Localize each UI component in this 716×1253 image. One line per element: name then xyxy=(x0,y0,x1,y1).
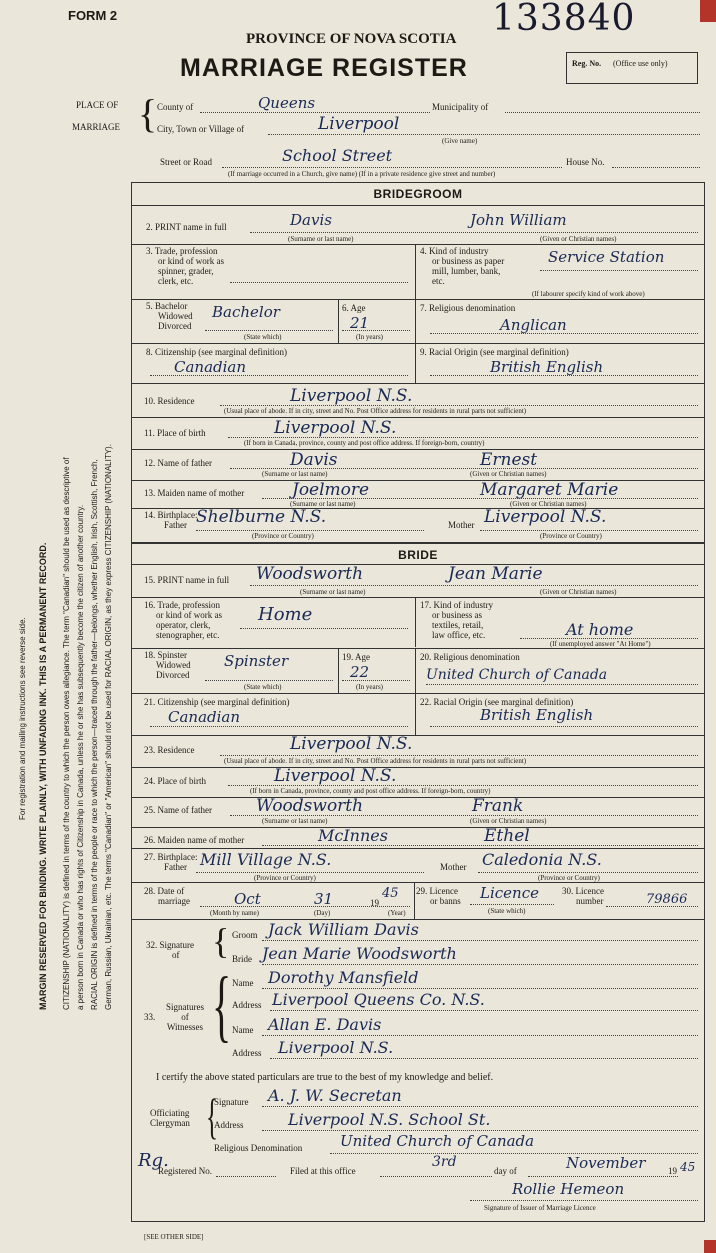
f25-label: 25. Name of father xyxy=(144,805,212,815)
municipality-label: Municipality of xyxy=(432,102,489,112)
groom-religion: Anglican xyxy=(500,316,567,334)
f28-label: 28. Date of marriage xyxy=(144,886,190,906)
marriage-year-prefix: 19 xyxy=(370,898,379,908)
groom-given: John William xyxy=(470,211,567,229)
groom-residence: Liverpool N.S. xyxy=(290,386,413,406)
f24-label: 24. Place of birth xyxy=(144,776,206,786)
month-caption: (Month by name) xyxy=(210,909,259,917)
bride-mother-birthplace: Caledonia N.S. xyxy=(482,850,602,869)
clergy-denomination: United Church of Canada xyxy=(340,1132,535,1150)
f27-mother-label: Mother xyxy=(440,862,467,872)
place-label-1: PLACE OF xyxy=(76,100,119,110)
f10-label: 10. Residence xyxy=(144,396,195,406)
religious-denom-label: Religious Denomination xyxy=(214,1143,303,1153)
bride-state-which: (State which) xyxy=(244,683,282,691)
bride-given-caption: (Given or Christian names) xyxy=(540,588,617,596)
f6-label: 6. Age xyxy=(342,303,366,313)
f4-label: 4. Kind of industry or business as paper mill, lumber, bank, etc. xyxy=(420,246,505,286)
groom-given-caption: (Given or Christian names) xyxy=(540,235,617,243)
groom-in-years: (In years) xyxy=(356,333,384,341)
bride-citizenship: Canadian xyxy=(168,708,241,726)
bride-marital-status: Spinster xyxy=(224,652,289,670)
groom-father-given: Ernest xyxy=(480,450,538,470)
filed-month: November xyxy=(566,1154,646,1172)
f27-father-label: Father xyxy=(164,862,187,872)
issuer-caption: Signature of Issuer of Marriage Licence xyxy=(484,1204,596,1212)
witness1-address: Liverpool Queens Co. N.S. xyxy=(272,990,485,1009)
f19-label: 19. Age xyxy=(342,652,370,662)
w1-address-label: Address xyxy=(232,1000,262,1010)
groom-birthplace: Liverpool N.S. xyxy=(274,418,397,438)
f2-label: 2. PRINT name in full xyxy=(146,222,227,232)
certify-text: I certify the above stated particulars are true to the best of my knowledge and belief. xyxy=(156,1072,494,1083)
clergy-sig-label: Signature xyxy=(214,1097,249,1107)
marriage-year: 45 xyxy=(382,886,399,901)
reg-no-label: Reg. No. xyxy=(572,59,602,68)
clergy-signature: A. J. W. Secretan xyxy=(268,1086,402,1105)
margin-racial-1: RACIAL ORIGIN is defined in terms of the people or race to which the person—traced through the father—belongs, whether English, Irish, Scottish, French, xyxy=(90,459,99,1010)
county-label: County of xyxy=(157,102,194,112)
f25-surname-caption: (Surname or last name) xyxy=(262,817,328,825)
groom-industry: Service Station xyxy=(548,248,665,266)
margin-racial-2: German, Russian, Ukrainian, etc. The terms "Canadian" or "American" should not be used for RACIAL ORIGIN, as they express CITIZENSHIP (NATIONALITY). xyxy=(104,444,113,1010)
margin-citizenship-1: CITIZENSHIP (NATIONALITY) is defined in terms of the country to which the person owes allegiance. The term "Canadian" should be used as descriptive of xyxy=(62,457,71,1010)
margin-warning: MARGIN RESERVED FOR BINDING. WRITE PLAINLY, WITH UNFADING INK. THIS IS A PERMANENT RECORD. xyxy=(38,542,48,1010)
county-value: Queens xyxy=(258,94,316,112)
groom-father-birthplace: Shelburne N.S. xyxy=(196,507,327,527)
f14-mother-label: Mother xyxy=(448,520,475,530)
f15-label: 15. PRINT name in full xyxy=(144,575,230,585)
bride-occupation: Home xyxy=(258,604,313,625)
bride-father-given: Frank xyxy=(472,796,524,816)
f23-caption: (Usual place of abode. If in city, street and No. Post Office address for residents in rural parts not sufficient) xyxy=(224,757,527,765)
bride-religion: United Church of Canada xyxy=(426,667,608,683)
bride-mother-given: Ethel xyxy=(484,826,530,846)
page-edge-tab xyxy=(700,0,716,22)
groom-sig-label: Groom xyxy=(232,930,258,940)
groom-surname: Davis xyxy=(290,211,332,229)
licence-or-banns: Licence xyxy=(480,884,539,902)
filed-day: 3rd xyxy=(432,1154,457,1170)
groom-citizenship: Canadian xyxy=(174,358,247,376)
f12-surname-caption: (Surname or last name) xyxy=(262,470,328,478)
filed-label: Filed at this office xyxy=(290,1166,356,1176)
witness1-name: Dorothy Mansfield xyxy=(268,968,419,987)
officiating-label: Officiating Clergyman xyxy=(150,1108,190,1128)
f11-label: 11. Place of birth xyxy=(144,428,206,438)
bride-birthplace: Liverpool N.S. xyxy=(274,766,397,786)
street-value: School Street xyxy=(282,146,393,165)
f13-label: 13. Maiden name of mother xyxy=(144,488,245,498)
bride-industry: At home xyxy=(566,620,634,639)
witness2-address: Liverpool N.S. xyxy=(278,1038,394,1057)
see-other-side: [SEE OTHER SIDE] xyxy=(144,1233,204,1241)
f27-mother-caption: (Province or Country) xyxy=(538,874,600,882)
groom-surname-caption: (Surname or last name) xyxy=(288,235,354,243)
city-label: City, Town or Village of xyxy=(157,124,245,134)
groom-signature: Jack William Davis xyxy=(268,920,419,939)
marriage-month: Oct xyxy=(234,890,261,908)
form-label: FORM 2 xyxy=(68,8,118,23)
bride-age: 22 xyxy=(350,663,370,681)
f27-father-caption: (Province or Country) xyxy=(254,874,316,882)
bride-mother-surname: McInnes xyxy=(318,826,388,845)
groom-mother-given: Margaret Marie xyxy=(480,480,619,500)
year-caption: (Year) xyxy=(388,909,406,917)
groom-mother-surname: Joelmore xyxy=(292,480,370,500)
f33-label: Signatures of Witnesses xyxy=(166,1002,204,1032)
groom-racial-origin: British English xyxy=(490,358,604,376)
f20-label: 20. Religious denomination xyxy=(420,652,520,662)
f14-father-caption: (Province or Country) xyxy=(252,532,314,540)
bride-heading: BRIDE xyxy=(398,548,438,562)
groom-age: 21 xyxy=(350,314,370,332)
f32-label: 32. Signature of xyxy=(146,940,194,960)
margin-instructions: For registration and mailing instructions see reverse side. xyxy=(18,617,27,820)
f11-caption: (If born in Canada, province, county and post office address. If foreign-born, country) xyxy=(244,439,485,447)
f25-given-caption: (Given or Christian names) xyxy=(470,817,547,825)
witness2-name: Allan E. Davis xyxy=(268,1015,382,1034)
province-heading: PROVINCE OF NOVA SCOTIA xyxy=(246,31,457,47)
f27-label: 27. Birthplace: xyxy=(144,852,198,862)
place-note: (If marriage occurred in a Church, give name) (If in a private residence give street and number) xyxy=(228,170,496,178)
f26-label: 26. Maiden name of mother xyxy=(144,835,245,845)
f24-caption: (If born in Canada, province, county and post office address. If foreign-born, country) xyxy=(250,787,491,795)
day-of-label: day of xyxy=(494,1166,517,1176)
f14-father-label: Father xyxy=(164,520,187,530)
groom-mother-birthplace: Liverpool N.S. xyxy=(484,507,607,527)
f8-label: 8. Citizenship (see marginal definition) xyxy=(146,347,288,357)
f13-surname-caption: (Surname or last name) xyxy=(290,500,356,508)
bride-in-years: (In years) xyxy=(356,683,384,691)
bride-residence: Liverpool N.S. xyxy=(290,734,413,754)
f16-label: 16. Trade, profession or kind of work as operator, clerk, stenographer, etc. xyxy=(144,600,222,640)
page-edge-tab-bottom xyxy=(704,1240,716,1253)
groom-marital-status: Bachelor xyxy=(212,303,280,321)
licence-number: 79866 xyxy=(646,892,688,907)
f21-label: 21. Citizenship (see marginal definition) xyxy=(144,697,290,707)
place-label-2: MARRIAGE xyxy=(72,122,121,132)
f14-label: 14. Birthplace: xyxy=(144,510,198,520)
groom-father-surname: Davis xyxy=(290,450,338,470)
street-label: Street or Road xyxy=(160,157,212,167)
f17-label: 17. Kind of industry or business as textiles, retail, law office, etc. xyxy=(420,600,493,640)
clergy-address: Liverpool N.S. School St. xyxy=(288,1110,491,1129)
clergy-address-label: Address xyxy=(214,1120,244,1130)
w1-name-label: Name xyxy=(232,978,254,988)
house-label: House No. xyxy=(566,157,605,167)
f30-label: 30. Licence number xyxy=(562,886,604,906)
f5-label: 5. Bachelor Widowed Divorced xyxy=(146,301,193,331)
f22-label: 22. Racial Origin (see marginal definition) xyxy=(420,697,574,707)
bride-surname-caption: (Surname or last name) xyxy=(300,588,366,596)
unemployed-note: (If unemployed answer "At Home") xyxy=(550,640,651,648)
filed-year-prefix: 19 xyxy=(668,1166,677,1176)
labourer-note: (If labourer specify kind of work above) xyxy=(532,290,645,298)
f29-label: 29. Licence or banns xyxy=(416,886,461,906)
f13-given-caption: (Given or Christian names) xyxy=(510,500,587,508)
serial-number: 133840 xyxy=(492,0,636,39)
reg-no-note: (Office use only) xyxy=(613,59,668,68)
bride-father-surname: Woodsworth xyxy=(256,796,364,816)
reg-no-box xyxy=(566,52,698,84)
day-caption: (Day) xyxy=(314,909,331,917)
f12-label: 12. Name of father xyxy=(144,458,212,468)
margin-citizenship-2: a person born in Canada or who has rights of Citizenship in Canada, unless he or she has subsequently become the citizen of another country. xyxy=(76,504,85,1010)
marriage-register-page: FORM 2 133840 PROVINCE OF NOVA SCOTIA MARRIAGE REGISTER Reg. No. (Office use only) PLACE OF MARRIAGE { County of Queens Municipality of City, Town or Village of Liverpool (Give name) Street or Road School Street House No. (If marriage occurred in a Church, give name) (If in a private residence give street and number) MARGIN RESERVED FOR BINDING. WRITE PLAINLY, WITH UNFADING INK. THIS IS A PERMANENT RECORD. For registration and mailing instructions see reverse side. CITIZENSHIP (NATIONALITY) is defined in terms of the country to which the person owes allegiance. The term "Canadian" should be used as descriptive of a person born in Canada or who has rights of Citizenship in Canada, unless he or she has subsequently become the citizen of another country. RACIAL ORIGIN is defined in terms of the people or race to which the person—traced through the father—belongs, whether English, Irish, Scottish, French, German, Russian, Ukrainian, etc. The terms "Canadian" or "American" should not be used for RACIAL ORIGIN, as they express CITIZENSHIP (NATIONALITY). BRIDEGROOM 2. PRINT name in full Davis John William (Surname or last name) (Given or Christian names) 3. Trade, profession or kind of work as spinner, grader, clerk, etc. 4. Kind of industry or business as paper mill, lumber, bank, etc. Service Station (If labourer specify kind of work above) 5. Bachelor Widowed Divorced Bachelor (State which) 6. Age 21 (In years) 7. Religious denomination Anglican 8. Citizenship (see marginal definition) Canadian 9. Racial Origin (see marginal definition) British English 10. Residence Liverpool N.S. (Usual place of abode. If in city, street and No. Post Office address for residents in rural parts not sufficient) 11. Place of birth Liverpool N.S. (If born in Canada, province, county and post office address. If foreign-born, country) 12. Name of father Davis Ernest (Surname or last name) (Given or Christian names) 13. Maiden name of mother Joelmore Margaret Marie (Surname or last name) (Given or Christian names) 14. Birthplace: Father Shelburne N.S. (Province or Country) Mother Liverpool N.S. (Province or Country) BRIDE 15. PRINT name in full Woodsworth Jean Marie (Surname or last name) (Given or Christian names) 16. Trade, profession or kind of work as operator, clerk, stenographer, etc. Home 17. Kind of industry or business as textiles, retail, law office, etc. At home (If unemployed answer "At Home") 18. Spinster Widowed Divorced Spinster (State which) 19. Age 22 (In years) 20. Religious denomination United Church of Canada 21. Citizenship (see marginal definition) Canadian 22. Racial Origin (see marginal definition) British English 23. Residence Liverpool N.S. (Usual place of abode. If in city, street and No. Post Office address for residents in rural parts not sufficient) 24. Place of birth Liverpool N.S. (If born in Canada, province, county and post office address. If foreign-born, country) 25. Name of father Woodsworth Frank (Surname or last name) (Given or Christian names) 26. Maiden name of mother McInnes Ethel 27. Birthplace: Father Mill Village N.S. (Province or Country) Mother Caledonia N.S. (Province or Country) 28. Date of marriage Oct 31 19 45 (Month by name) (Day) (Year) 29. Licence or banns Licence (State which) 30. Licence number 79866 32. Signature of { Groom Jack William Davis Bride Jean Marie Woodsworth 33. Signatures of Witnesses { Name Dorothy Mansfield Address Liverpool Queens Co. N.S. Name Allan E. Davis Address Liverpool N.S. I certify the above stated particulars are true to the best of my knowledge and belief. Officiating Clergyman { Signature A. J. W. Secretan Address Liverpool N.S. School St. Religious Denomination United Church of Canada Rg. Registered No. Filed at this office 3rd day of November 19 45 Rollie Hemeon Signature of Issuer of Marriage Licence [SEE OTHER SIDE] xyxy=(0,0,716,1253)
filed-year: 45 xyxy=(680,1160,696,1174)
bride-racial-origin: British English xyxy=(480,706,594,724)
city-value: Liverpool xyxy=(318,114,400,134)
bridegroom-heading: BRIDEGROOM xyxy=(373,187,463,201)
bride-given: Jean Marie xyxy=(448,564,543,584)
page-title: MARRIAGE REGISTER xyxy=(180,54,468,82)
bride-sig-label: Bride xyxy=(232,954,252,964)
bride-surname: Woodsworth xyxy=(256,564,364,584)
bride-signature: Jean Marie Woodsworth xyxy=(262,944,457,963)
f9-label: 9. Racial Origin (see marginal definition) xyxy=(420,347,569,357)
f33-number: 33. xyxy=(144,1012,156,1022)
f3-label: 3. Trade, profession or kind of work as spinner, grader, clerk, etc. xyxy=(146,246,224,286)
place-brace: { xyxy=(138,91,158,136)
marriage-day: 31 xyxy=(314,890,334,908)
w2-address-label: Address xyxy=(232,1048,262,1058)
groom-state-which: (State which) xyxy=(244,333,282,341)
f23-label: 23. Residence xyxy=(144,745,195,755)
registrar-initials-icon: Rg. xyxy=(138,1150,169,1171)
f18-label: 18. Spinster Widowed Divorced xyxy=(144,650,191,680)
f7-label: 7. Religious denomination xyxy=(420,303,516,313)
registered-label: Registered No. xyxy=(158,1166,212,1176)
bride-father-birthplace: Mill Village N.S. xyxy=(200,850,332,869)
f29-caption: (State which) xyxy=(488,907,526,915)
give-name-caption: (Give name) xyxy=(442,137,478,145)
f12-given-caption: (Given or Christian names) xyxy=(470,470,547,478)
issuer-signature: Rollie Hemeon xyxy=(512,1180,625,1198)
f10-caption: (Usual place of abode. If in city, street and No. Post Office address for residents in rural parts not sufficient) xyxy=(224,407,527,415)
w2-name-label: Name xyxy=(232,1025,254,1035)
f14-mother-caption: (Province or Country) xyxy=(540,532,602,540)
